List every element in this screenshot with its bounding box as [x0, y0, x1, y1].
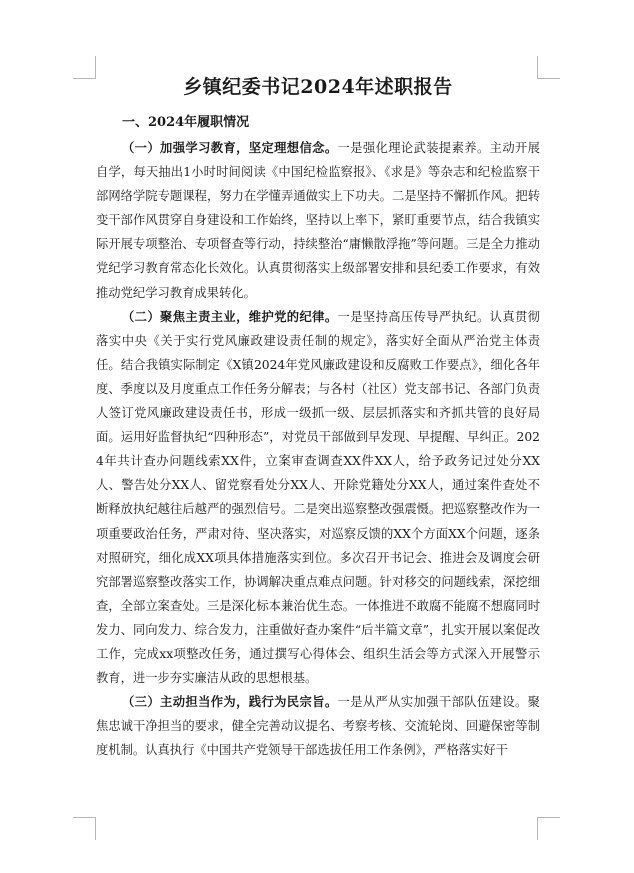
- paragraph-2-lead: （二）聚焦主责主业，维护党的纪律。: [122, 308, 338, 324]
- document-title: 乡镇纪委书记2024年述职报告: [183, 76, 453, 98]
- crop-mark-bottom-left: [73, 817, 96, 840]
- crop-mark-top-right: [537, 56, 560, 79]
- paragraph-1: [96, 136, 540, 305]
- paragraph-3-lead: （三）主动担当作为，践行为民宗旨。: [122, 694, 338, 710]
- paragraph-1-lead: （一）加强学习教育，坚定理想信念。: [122, 140, 338, 155]
- document-body: [96, 74, 540, 762]
- section-heading: 一、2024年履职情况: [122, 115, 250, 130]
- paragraph-1-body: 一是强化理论武装提素养。主动开展自学，每天抽出1小时时间阅读《中国纪检监察报》、《求是》等杂志和纪检监察干部网络学院专题课程，努力在学懂弄通做实上下功夫。二是坚持不懈抓作风。把转变干部作风贯穿自身建设和工作始终，坚持以上率下，紧盯重要节点，结合我镇实际开展专项整治、专项督查等行动，持续整治“庸懒散浮拖”等问题。三是全力推动党纪学习教育常态化长效化。认真贯彻落实上级部署安排和县纪委工作要求，有效推动党纪学习教育成果转化。: [96, 141, 540, 300]
- paragraph-2: [96, 305, 540, 691]
- paragraph-3: [96, 690, 540, 762]
- paragraph-3-body: 一是从严从实加强干部队伍建设。聚焦忠诚干净担当的要求，健全完善动议提名、考察考核、交流轮岗、回避保密等制度机制。认真执行《中国共产党领导干部选拔任用工作条例》，严格落实好干: [96, 695, 540, 758]
- crop-mark-bottom-right: [537, 817, 560, 840]
- crop-mark-top-left: [73, 56, 96, 79]
- paragraph-2-body: 一是坚持高压传导严执纪。认真贯彻落实中央《关于实行党风廉政建设责任制的规定》，落实好全面从严治党主体责任。结合我镇实际制定《X镇2024年党风廉政建设和反腐败工作要点》，细化各年度、季度以及月度重点工作任务分解表；与各村（社区）党支部书记、各部门负责人签订党风廉政建设责任书，形成一级抓一级、层层抓落实和齐抓共管的良好局面。运用好监督执纪“四种形态”，对党员干部做到早发现、早提醒、早纠正。2024年共计查办问题线索XX件，立案审查调查XX件XX人，给予政务记过处分XX人、警告处分XX人、留党察看处分XX人、开除党籍处分XX人，通过案件查处不断释放执纪越往后越严的强烈信号。二是突出巡察整改强震慑。把巡察整改作为一项重要政治任务，严肃对待、坚决落实，对巡察反馈的XX个方面XX个问题，逐条对照研究，细化成XX项具体措施落实到位。多次召开书记会、推进会及调度会研究部署巡察整改落实工作，协调解决重点难点问题。针对移交的问题线索，深挖细查，全部立案查处。三是深化标本兼治优生态。一体推进不敢腐不能腐不想腐同时发力、同向发力、综合发力，注重做好查办案件“后半篇文章”，扎实开展以案促改工作，完成xx项整改任务，通过撰写心得体会、组织生活会等方式深入开展警示教育，进一步夯实廉洁从政的思想根基。: [96, 309, 540, 686]
